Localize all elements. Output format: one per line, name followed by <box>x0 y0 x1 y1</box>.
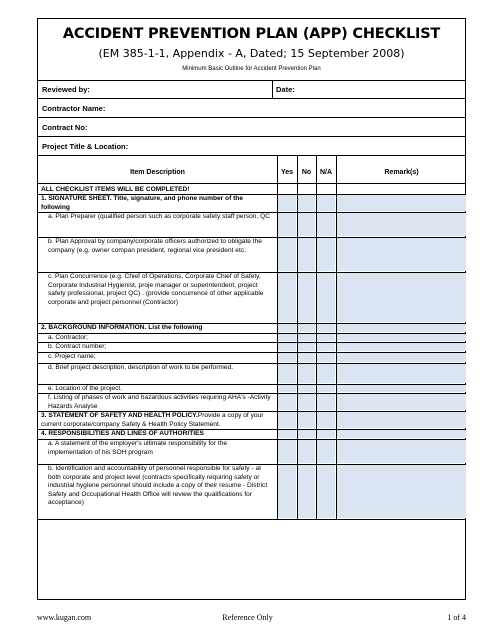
remarks-cell[interactable] <box>337 195 466 211</box>
section-heading: 2. BACKGROUND INFORMATION. List the following <box>41 324 203 331</box>
na-cell[interactable] <box>317 465 335 518</box>
yes-cell[interactable] <box>278 273 296 322</box>
na-cell[interactable] <box>317 412 335 428</box>
project-title-label: Project Title & Location: <box>42 142 129 151</box>
na-cell[interactable] <box>317 334 335 341</box>
na-cell[interactable] <box>317 440 335 463</box>
remarks-cell[interactable] <box>337 324 466 332</box>
row-divider <box>38 519 465 520</box>
yes-cell[interactable] <box>278 334 296 341</box>
checklist-item: b. Contract number; <box>48 343 107 350</box>
na-cell[interactable] <box>317 353 335 362</box>
section-heading: 4. RESPONSIBILITIES AND LINES OF AUTHORITIES <box>41 430 204 437</box>
checklist-item: b. Plan Approval by company/corporate officers authorized to obligate the company (e.g. owner compan president, regional vice president etc. <box>48 238 262 254</box>
yes-cell[interactable] <box>278 364 296 383</box>
na-cell[interactable] <box>317 343 335 351</box>
section-heading-bold: 3. STATEMENT OF SAFETY AND HEALTH POLICY. <box>41 412 198 419</box>
no-cell[interactable] <box>298 385 315 392</box>
outline-caption: Minimum Basic Outline for Accident Prevention Plan <box>182 66 321 72</box>
na-cell[interactable] <box>317 195 335 211</box>
remarks-cell[interactable] <box>337 394 466 410</box>
contractor-name-label: Contractor Name: <box>42 104 106 113</box>
no-cell[interactable] <box>298 430 315 438</box>
col-no: No <box>301 169 312 176</box>
yes-cell[interactable] <box>278 412 296 428</box>
checklist-item: b. Identification and accountability of personnel responsible for safety - at both corporate and project level (contracts specifically requiring safety or industrial hygiene personnel should include a copy of their resume - District Safety and Occupational Health Office will review the qualifications for acceptance) <box>48 465 268 507</box>
row-divider <box>38 183 465 184</box>
divider <box>38 155 465 156</box>
remarks-cell[interactable] <box>337 343 466 351</box>
remarks-cell[interactable] <box>337 334 466 341</box>
no-cell[interactable] <box>298 440 315 463</box>
yes-cell[interactable] <box>278 324 296 332</box>
remarks-cell[interactable] <box>337 412 466 428</box>
na-cell[interactable] <box>317 385 335 392</box>
yes-cell[interactable] <box>278 385 296 392</box>
col-yes: Yes <box>280 169 294 176</box>
section-heading <box>41 412 273 429</box>
checklist-item: a. A statement of the employer's ultimate responsibility for the implementation of his SOH program <box>48 440 228 456</box>
checklist-item: f. Listing of phases of work and hazardous activities requiring AHA's -Activity Hazards Analyse <box>48 394 271 410</box>
yes-cell[interactable] <box>278 440 296 463</box>
divider <box>38 98 465 99</box>
footer-page: 1 of 4 <box>447 613 466 622</box>
checklist-item: c. Plan Concurrence (e.g. Chief of Operations, Corporate Chief of Safety, Corporate Industrial Hygienist, proje manager or superintendent, project safety professional, project QC) . (provide concurrence of other applicable corporate and project personnel (Contractor) <box>48 273 264 306</box>
divider <box>38 80 465 81</box>
yes-cell[interactable] <box>278 465 296 518</box>
checklist-frame <box>37 18 466 600</box>
remarks-cell[interactable] <box>337 238 466 271</box>
column-divider <box>336 155 337 519</box>
column-divider <box>316 155 317 519</box>
yes-cell[interactable] <box>278 353 296 362</box>
checklist-note: ALL CHECKLIST ITEMS WILL BE COMPLETED! <box>41 186 190 193</box>
yes-cell[interactable] <box>278 394 296 410</box>
na-cell[interactable] <box>317 324 335 332</box>
reviewed-by-label: Reviewed by: <box>42 85 90 94</box>
col-na: N/A <box>319 169 333 176</box>
divider <box>272 80 273 98</box>
column-divider <box>277 155 278 519</box>
no-cell[interactable] <box>298 324 315 332</box>
no-cell[interactable] <box>298 412 315 428</box>
yes-cell[interactable] <box>278 238 296 271</box>
remarks-cell[interactable] <box>337 465 466 518</box>
na-cell[interactable] <box>317 273 335 322</box>
divider <box>38 136 465 137</box>
no-cell[interactable] <box>298 465 315 518</box>
yes-cell[interactable] <box>278 195 296 211</box>
checklist-item: a. Plan Preparer (qualified person such as corporate safety staff person, QC <box>48 213 270 220</box>
no-cell[interactable] <box>298 394 315 410</box>
na-cell[interactable] <box>317 430 335 438</box>
checklist-item: a. Contractor; <box>48 334 88 341</box>
remarks-cell[interactable] <box>337 353 466 362</box>
no-cell[interactable] <box>298 273 315 322</box>
checklist-item: c. Project name; <box>48 353 96 360</box>
checklist-item: e. Location of the project. <box>48 385 123 392</box>
no-cell[interactable] <box>298 195 315 211</box>
contract-no-label: Contract No: <box>42 123 88 132</box>
section-heading: 1. SIGNATURE SHEET. Title, signature, and phone number of the following <box>41 195 243 211</box>
no-cell[interactable] <box>298 213 315 236</box>
na-cell[interactable] <box>317 394 335 410</box>
remarks-cell[interactable] <box>337 385 466 392</box>
yes-cell[interactable] <box>278 343 296 351</box>
date-label: Date: <box>276 85 295 94</box>
remarks-cell[interactable] <box>337 364 466 383</box>
na-cell[interactable] <box>317 364 335 383</box>
remarks-cell[interactable] <box>337 440 466 463</box>
footer-note: Reference Only <box>222 613 273 622</box>
remarks-cell[interactable] <box>337 430 466 438</box>
yes-cell[interactable] <box>278 430 296 438</box>
remarks-cell[interactable] <box>337 273 466 322</box>
yes-cell[interactable] <box>278 213 296 236</box>
col-remarks: Remark(s) <box>384 169 419 176</box>
no-cell[interactable] <box>298 343 315 351</box>
no-cell[interactable] <box>298 334 315 341</box>
no-cell[interactable] <box>298 364 315 383</box>
col-item-description: Item Description <box>130 169 185 176</box>
page-subtitle: (EM 385-1-1, Appendix - A, Dated; 15 September 2008) <box>98 47 405 60</box>
divider <box>38 117 465 118</box>
na-cell[interactable] <box>317 213 335 236</box>
page-title: ACCIDENT PREVENTION PLAN (APP) CHECKLIST <box>62 26 441 42</box>
section-heading-detail: Provide a copy of your current corporate/company Safety & Health Policy Statement. <box>41 412 264 428</box>
na-cell[interactable] <box>317 238 335 271</box>
no-cell[interactable] <box>298 353 315 362</box>
footer-site: www.kugan.com <box>37 613 92 622</box>
remarks-cell[interactable] <box>337 213 466 236</box>
no-cell[interactable] <box>298 238 315 271</box>
column-divider <box>297 155 298 519</box>
checklist-item: d. Brief project description, description of work to be performed. <box>48 364 234 371</box>
